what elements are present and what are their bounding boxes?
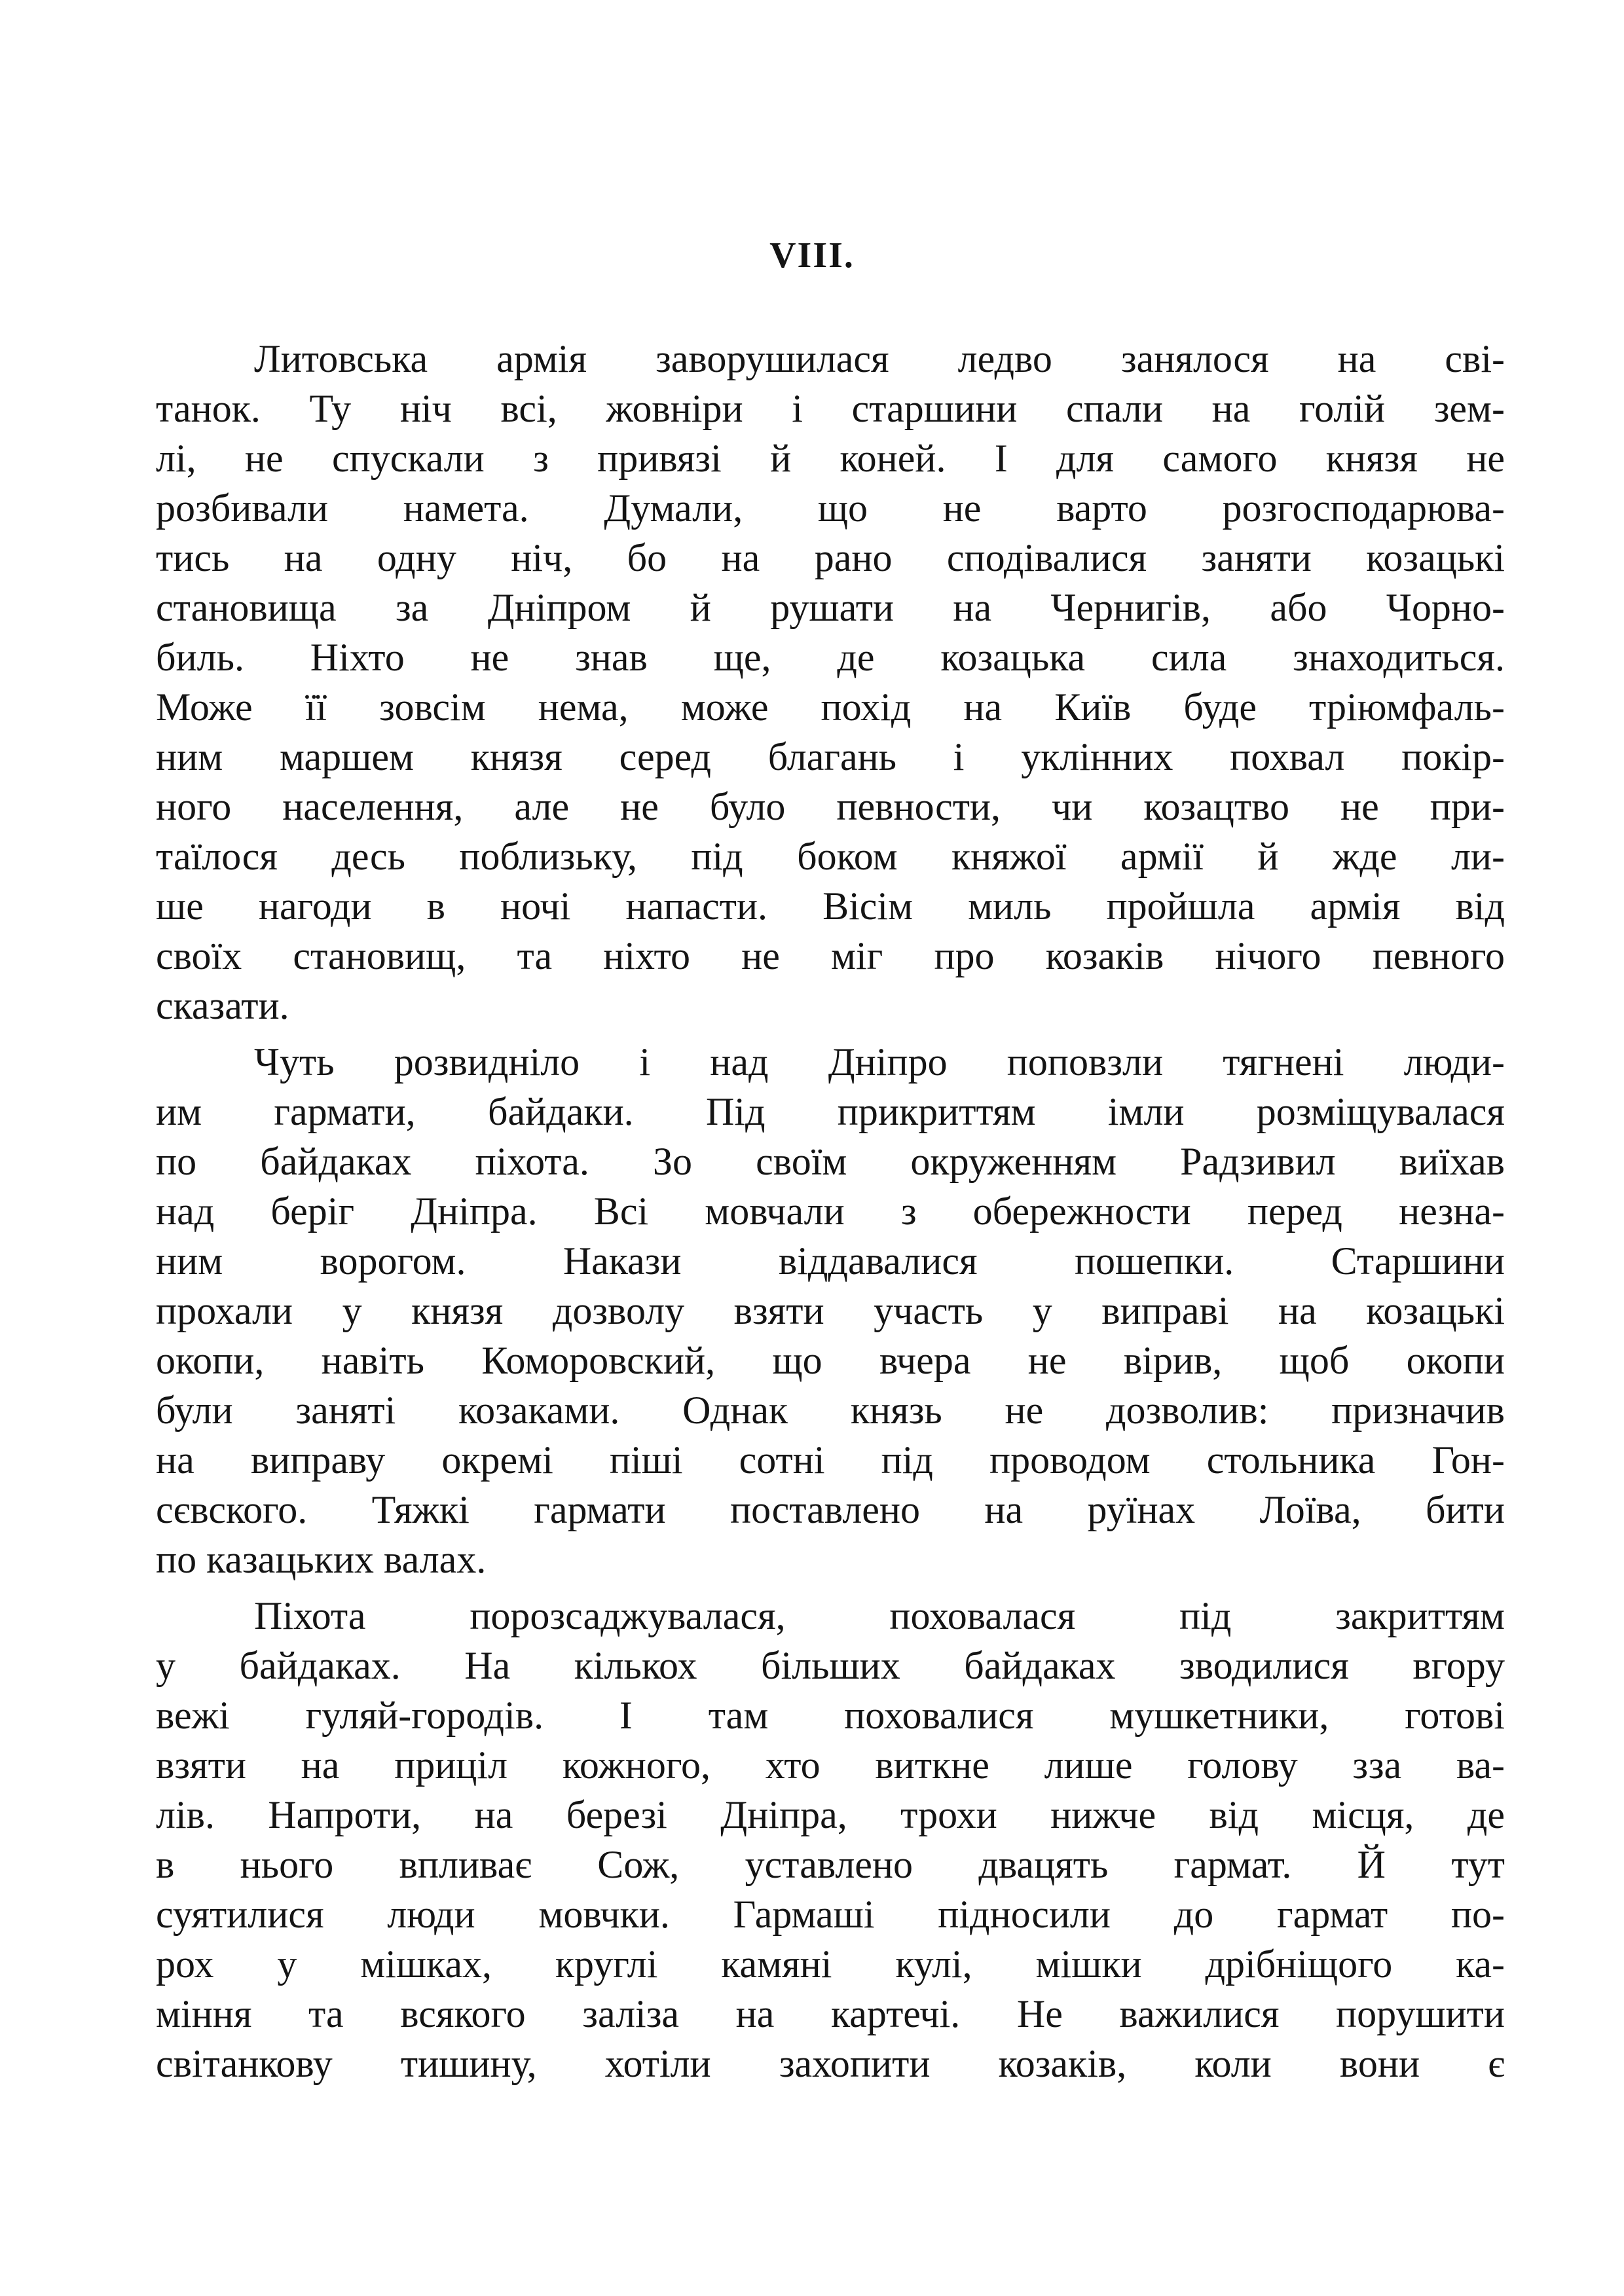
- paragraph-1-line-11: таїлося десь поблизьку, під боком княжої армії й жде ли-: [156, 835, 1505, 878]
- paragraph-1-line-13: своїх становищ, та ніхто не міг про козаків нічого певного: [156, 934, 1505, 977]
- paragraph-2-line-3: по байдаках піхота. Зо своїм окруженням Радзивил виїхав: [156, 1140, 1505, 1183]
- paragraph-1-line-2: танок. Ту ніч всі, жовніри і старшини спали на голій зем-: [156, 387, 1505, 430]
- paragraph-3-line-1: Піхота порозсаджувалася, поховалася під закриттям: [254, 1594, 1505, 1637]
- paragraph-2-line-10: сєвского. Тяжкі гармати поставлено на руїнах Лоїва, бити: [156, 1488, 1505, 1531]
- paragraph-2-line-2: им гармати, байдаки. Під прикриттям імли розміщувалася: [156, 1090, 1505, 1133]
- paragraph-1-line-7: биль. Ніхто не знав ще, де козацька сила знаходиться.: [156, 636, 1505, 679]
- paragraph-1-line-4: розбивали намета. Думали, що не варто розгосподарюва-: [156, 486, 1505, 530]
- paragraph-3-line-2: у байдаках. На кількох більших байдаках зводилися вгору: [156, 1644, 1505, 1687]
- paragraph-1-line-6: становища за Дніпром й рушати на Чернигів, або Чорно-: [156, 586, 1505, 629]
- paragraph-1-line-3: лі, не спускали з привязі й коней. І для самого князя не: [156, 437, 1505, 480]
- paragraph-2-line-4: над беріг Дніпра. Всі мовчали з обережности перед незна-: [156, 1190, 1505, 1233]
- paragraph-1-line-14: сказати.: [156, 984, 289, 1027]
- paragraph-3-line-6: в нього впливає Сож, уставлено двацять гармат. Й тут: [156, 1843, 1505, 1886]
- paragraph-2-line-8: були заняті козаками. Однак князь не дозволив: призначив: [156, 1389, 1505, 1432]
- paragraph-1-line-1: Литовська армія заворушилася ледво занялося на сві-: [254, 337, 1505, 380]
- paragraph-2-line-5: ним ворогом. Накази віддавалися пошепки. Старшини: [156, 1239, 1505, 1283]
- paragraph-1-line-9: ним маршем князя серед благань і уклінних похвал покір-: [156, 735, 1505, 778]
- paragraph-2-line-9: на виправу окремі піші сотні під проводом стольника Гон-: [156, 1438, 1505, 1482]
- chapter-body: [156, 334, 1505, 2088]
- paragraph-2-line-7: окопи, навіть Коморовский, що вчера не вірив, щоб окопи: [156, 1339, 1505, 1382]
- paragraph-1-line-10: ного населення, але не було певности, чи козацтво не при-: [156, 785, 1505, 828]
- paragraph-1-line-8: Може її зовсім нема, може похід на Київ буде тріюмфаль-: [156, 685, 1505, 729]
- paragraph-1-line-12: ше нагоди в ночі напасти. Вісім миль пройшла армія від: [156, 884, 1505, 928]
- chapter-title: VIII.: [769, 235, 855, 276]
- paragraph-3-line-9: міння та всякого заліза на картечі. Не важилися порушити: [156, 1992, 1505, 2035]
- paragraph-2-line-11: по казацьких валах.: [156, 1538, 487, 1581]
- paragraph-2-line-6: прохали у князя дозволу взяти участь у виправі на козацькі: [156, 1289, 1505, 1332]
- paragraph-3-line-5: лів. Напроти, на березі Дніпра, трохи нижче від місця, де: [156, 1793, 1505, 1836]
- paragraph-1-line-5: тись на одну ніч, бо на рано сподівалися заняти козацькі: [156, 536, 1505, 579]
- paragraph-gap: [156, 1584, 1505, 1591]
- paragraph-3-line-10: світанкову тишину, хотіли захопити козаків, коли вони є: [156, 2042, 1505, 2085]
- paragraph-2-line-1: Чуть розвидніло і над Дніпро поповзли тягнені люди-: [254, 1040, 1505, 1084]
- paragraph-3-line-7: суятилися люди мовчки. Гармаші підносили до гармат по-: [156, 1893, 1505, 1936]
- paragraph-3-line-3: вежі гуляй-городів. І там поховалися мушкетники, готові: [156, 1694, 1505, 1737]
- paragraph-3-line-8: рох у мішках, круглі камяні кулі, мішки дрібніщого ка-: [156, 1942, 1505, 1986]
- paragraph-3-line-4: взяти на приціл кожного, хто виткне лише голову зза ва-: [156, 1743, 1505, 1787]
- paragraph-gap: [156, 1030, 1505, 1037]
